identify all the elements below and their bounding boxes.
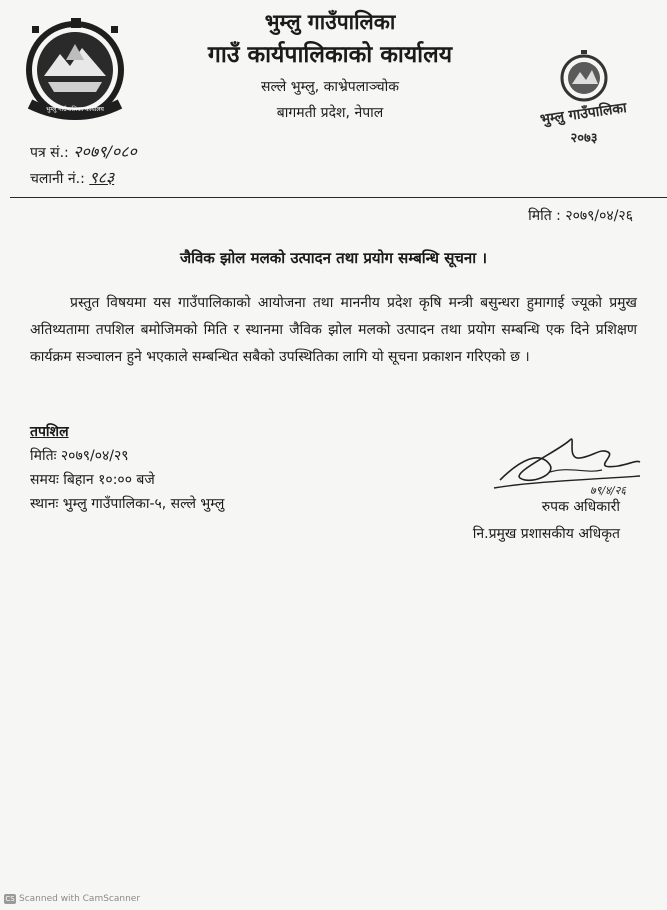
camscanner-icon: CS xyxy=(5,895,15,903)
header-divider xyxy=(10,197,667,198)
signatory-title: नि.प्रमुख प्रशासकीय अधिकृत xyxy=(472,526,620,542)
letterhead xyxy=(130,8,530,124)
signature-date: ७९/४/२६ xyxy=(590,484,627,497)
dispatch-number-label: चलानी नं.: xyxy=(30,171,85,187)
signature xyxy=(490,430,650,500)
notice-body: प्रस्तुत विषयमा यस गाउँपालिकाको आयोजना तथा माननीय प्रदेश कृषि मन्त्री बसुन्धरा हुमागाई ज्यूको प्रमुख अतिथ्यतामा तपशिल बमोजिमको मिति र स्थानमा जैविक झोल मलको उत्पादन तथा प्रयोग सम्बन्धि एक दिने प्रशिक्षण कार्यक्रम सञ्चालन हुने भएकाले सम्बन्धित सबैको उपस्थितिका लागि यो सूचना प्रकाशन गरिएको छ । xyxy=(30,295,637,365)
scanner-footer xyxy=(4,894,140,904)
signatory-name: रुपक अधिकारी xyxy=(541,499,620,515)
scanner-text: Scanned with CamScanner xyxy=(19,894,141,904)
schedule-date: मितिः २०७९/०४/२९ xyxy=(30,448,129,464)
municipality-stamp xyxy=(525,50,643,150)
address-line-2: बागमती प्रदेश, नेपाल xyxy=(276,105,384,121)
dispatch-number-value: ९८३ xyxy=(89,168,115,187)
notice-subject: जैविक झोल मलको उत्पादन तथा प्रयोग सम्बन्धि सूचना । xyxy=(179,249,488,267)
emblem-caption: भुम्लु गाउँपालिका कार्यालय xyxy=(46,106,104,113)
letter-number-value: २०७९/०८० xyxy=(73,142,137,161)
schedule-time: समयः बिहान १०:०० बजे xyxy=(30,472,155,488)
office-name: गाउँ कार्यपालिकाको कार्यालय xyxy=(207,42,453,68)
notice-date: मिति : २०७९/०४/२६ xyxy=(528,208,633,224)
schedule-place: स्थानः भुम्लु गाउँपालिका-५, सल्ले भुम्लु xyxy=(30,496,225,512)
address-line-1: सल्ले भुम्लु, काभ्रेपलाञ्चोक xyxy=(261,79,399,95)
municipality-emblem xyxy=(22,14,128,122)
stamp-year: २०७३ xyxy=(570,131,598,146)
schedule-heading: तपशिल xyxy=(30,424,69,440)
municipality-name: भुम्लु गाउँपालिका xyxy=(264,10,396,34)
letter-number-label: पत्र सं.: xyxy=(30,145,69,161)
letter-number xyxy=(30,140,137,162)
dispatch-number xyxy=(30,166,114,188)
stamp-text: भुम्लु गाउँपालिका xyxy=(539,100,628,129)
